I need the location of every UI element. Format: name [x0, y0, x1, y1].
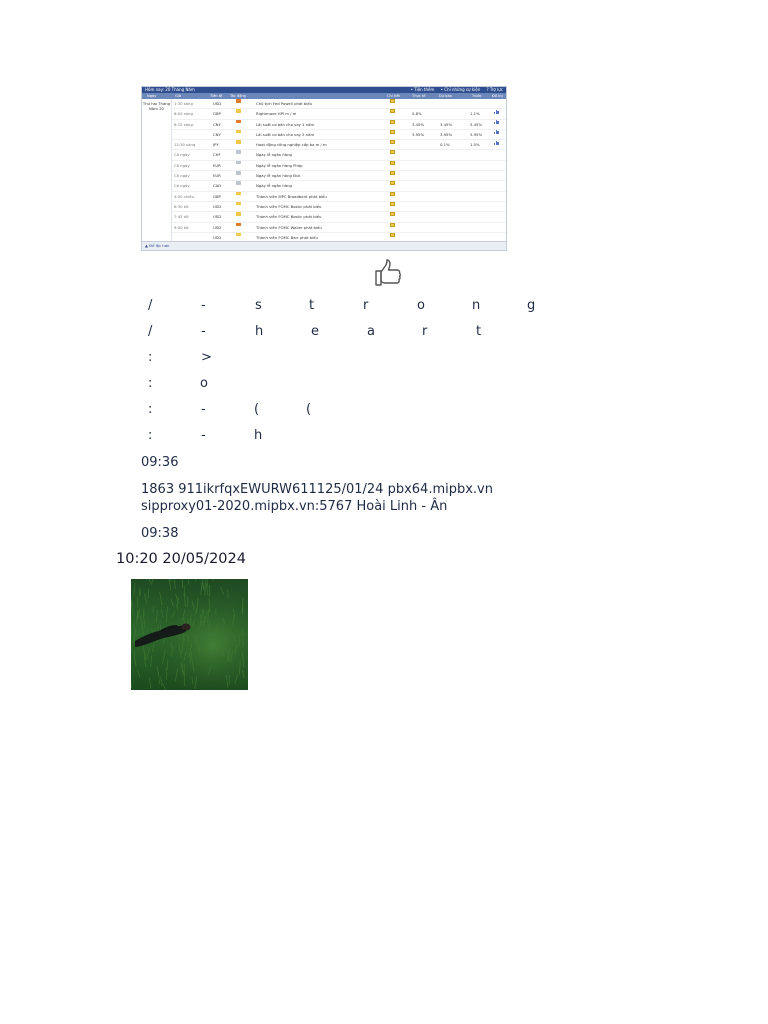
- code-char: a: [367, 324, 375, 339]
- chart-icon[interactable]: [494, 130, 499, 135]
- event-time: 6:00 sáng: [174, 111, 193, 117]
- event-currency: CNY: [213, 131, 221, 137]
- chart-icon[interactable]: [494, 109, 499, 114]
- event-name: Lãi suất cơ bản cho vay 5 năm: [256, 131, 315, 137]
- calendar-tool: • Chỉ những sự kiện: [440, 87, 481, 92]
- event-name: Ngày lễ ngân hàng Pháp: [256, 162, 303, 168]
- code-char: /: [148, 298, 153, 313]
- calendar-row: [172, 212, 506, 222]
- impact-icon: [236, 150, 241, 154]
- event-time: 12:30 sáng: [174, 142, 196, 148]
- event-previous: 1.1%: [470, 111, 480, 117]
- impact-icon: [236, 120, 241, 124]
- event-previous: 3.95%: [470, 131, 483, 137]
- column-header: Trước: [472, 94, 482, 98]
- code-char: r: [363, 298, 369, 313]
- calendar-row: [172, 150, 506, 160]
- calendar-day-cell: Thứ hai Tháng Năm 20: [142, 99, 172, 241]
- code-char: o: [417, 298, 425, 313]
- calendar-row: [172, 99, 506, 109]
- event-name: Thành viên FOMC Bostic phát biểu: [256, 214, 322, 220]
- event-name: Hoạt động công nghiệp cấp ba m / m: [256, 142, 327, 148]
- impact-icon: [236, 109, 241, 113]
- code-char: t: [476, 324, 482, 339]
- event-time: 4:00 chiều: [174, 193, 195, 199]
- calendar-row: [172, 202, 506, 212]
- code-char: t: [309, 298, 315, 313]
- event-time: Cả ngày: [174, 162, 190, 168]
- event-currency: GBP: [213, 111, 221, 117]
- impact-icon: [236, 233, 241, 237]
- event-currency: USD: [213, 234, 222, 240]
- column-header: Đồ thị: [492, 94, 503, 98]
- event-currency: USD: [213, 101, 222, 106]
- impact-icon: [236, 171, 241, 175]
- event-name: Thành viên FOMC Bostic phát biểu: [256, 203, 322, 209]
- calendar-row: [172, 223, 506, 233]
- code-char: n: [472, 298, 481, 313]
- event-time: Cả ngày: [174, 152, 190, 158]
- calendar-footer: ▲ Để lộc hơn: [142, 241, 506, 250]
- message-text: 1863 911ikrfqxEWURW611125/01/24 pbx64.mipbx.vn sipproxy01-2020.mipbx.vn:5767 Hoài Linh - Ân: [141, 482, 493, 514]
- code-char: :: [148, 428, 153, 443]
- grass-photo[interactable]: [131, 579, 248, 690]
- chart-icon[interactable]: [494, 120, 499, 125]
- event-actual: 3.45%: [412, 121, 425, 127]
- calendar-row: [172, 161, 506, 171]
- thumbs-up-icon[interactable]: [372, 257, 404, 289]
- folder-icon[interactable]: [390, 150, 395, 154]
- folder-icon[interactable]: [390, 120, 395, 124]
- date-separator: 10:20 20/05/2024: [116, 551, 246, 567]
- event-name: Thành viên FOMC Waller phát biểu: [256, 224, 322, 230]
- folder-icon[interactable]: [390, 161, 395, 165]
- event-forecast: 0.1%: [440, 142, 450, 148]
- event-currency: USD: [213, 203, 222, 209]
- folder-icon[interactable]: [390, 171, 395, 175]
- column-header: Thực tế: [412, 94, 426, 98]
- column-header: Dự báo: [439, 94, 452, 98]
- code-char: (: [254, 402, 260, 417]
- impact-icon: [236, 181, 241, 185]
- folder-icon[interactable]: [390, 212, 395, 216]
- event-name: Thành viên FOMC Barr phát biểu: [256, 234, 318, 240]
- impact-icon: [236, 223, 241, 227]
- event-previous: 3.45%: [470, 121, 483, 127]
- event-name: Lãi suất cơ bản cho vay 1 năm: [256, 121, 315, 127]
- impact-icon: [236, 202, 241, 206]
- event-currency: USD: [213, 214, 222, 220]
- code-char: o: [200, 376, 208, 391]
- code-char: g: [527, 298, 536, 313]
- column-header: Tác động: [230, 94, 246, 98]
- event-currency: GBP: [213, 193, 221, 199]
- code-char: h: [255, 324, 264, 339]
- chart-icon[interactable]: [494, 140, 499, 145]
- code-char: :: [148, 376, 153, 391]
- code-char: -: [201, 428, 206, 443]
- event-time: 9:00 tối: [174, 224, 189, 230]
- code-char: e: [311, 324, 319, 339]
- calendar-row: [172, 181, 506, 191]
- event-currency: USD: [213, 224, 222, 230]
- impact-icon: [236, 161, 241, 165]
- event-name: Ngày lễ ngân hàng: [256, 183, 292, 189]
- calendar-row: [172, 120, 506, 130]
- event-currency: CNY: [213, 121, 221, 127]
- code-char: s: [255, 298, 262, 313]
- calendar-title: Hôm nay: 20 Tháng Năm: [145, 87, 195, 92]
- impact-icon: [236, 192, 241, 196]
- event-forecast: 3.45%: [440, 121, 453, 127]
- code-char: r: [422, 324, 428, 339]
- event-name: Ngày lễ ngân hàng: [256, 152, 292, 158]
- column-header: Ngày: [147, 94, 157, 98]
- event-currency: CAD: [213, 183, 222, 189]
- calendar-rows: [172, 99, 506, 251]
- calendar-row: [172, 109, 506, 119]
- event-name: Rightmove HPI m / m: [256, 111, 297, 117]
- folder-icon[interactable]: [390, 99, 395, 103]
- impact-icon: [236, 140, 241, 144]
- event-name: Chủ tịch Fed Powell phát biểu: [256, 101, 313, 106]
- calendar-tool: ? Trợ lực: [486, 87, 503, 92]
- event-actual: 3.95%: [412, 131, 425, 137]
- economic-calendar-screenshot: [141, 86, 507, 251]
- event-name: Thành viên MPC Broadbent phát biểu: [256, 193, 327, 199]
- code-char: :: [148, 350, 153, 365]
- folder-icon[interactable]: [390, 130, 395, 134]
- message-time: 09:36: [141, 455, 179, 470]
- calendar-row: [172, 192, 506, 202]
- impact-icon: [236, 130, 241, 134]
- code-char: >: [201, 350, 212, 365]
- calendar-row: [172, 171, 506, 181]
- event-time: 8:15 sáng: [174, 121, 193, 127]
- impact-icon: [236, 99, 241, 103]
- folder-icon[interactable]: [390, 181, 395, 185]
- event-time: Cả ngày: [174, 183, 190, 189]
- folder-icon[interactable]: [390, 192, 395, 196]
- code-char: -: [201, 402, 206, 417]
- folder-icon[interactable]: [390, 140, 395, 144]
- column-header: Giờ: [175, 94, 181, 98]
- folder-icon[interactable]: [390, 233, 395, 237]
- impact-icon: [236, 212, 241, 216]
- event-actual: 0.8%: [412, 111, 422, 117]
- code-char: :: [148, 402, 153, 417]
- calendar-row: [172, 130, 506, 140]
- event-time: 6:30 tối: [174, 203, 189, 209]
- folder-icon[interactable]: [390, 223, 395, 227]
- calendar-row: [172, 140, 506, 150]
- event-previous: 1.5%: [470, 142, 480, 148]
- event-time: Cả ngày: [174, 173, 190, 179]
- folder-icon[interactable]: [390, 202, 395, 206]
- event-name: Ngày lễ ngân hàng Đức: [256, 173, 301, 179]
- event-currency: EUR: [213, 173, 221, 179]
- column-header: Tiền tệ: [210, 94, 223, 98]
- event-currency: CHF: [213, 152, 221, 158]
- code-char: /: [148, 324, 153, 339]
- event-forecast: 3.95%: [440, 131, 453, 137]
- column-header: Chi tiết: [387, 94, 400, 98]
- event-time: 1:30 sáng: [174, 101, 193, 106]
- code-char: (: [306, 402, 312, 417]
- event-currency: JPY: [213, 142, 219, 148]
- folder-icon[interactable]: [390, 109, 395, 113]
- event-time: 7:45 tối: [174, 214, 189, 220]
- code-char: -: [201, 324, 206, 339]
- message-time: 09:38: [141, 526, 179, 541]
- event-currency: EUR: [213, 162, 221, 168]
- calendar-tool: • Tiện thêm: [410, 87, 435, 92]
- code-char: -: [201, 298, 206, 313]
- code-char: h: [254, 428, 263, 443]
